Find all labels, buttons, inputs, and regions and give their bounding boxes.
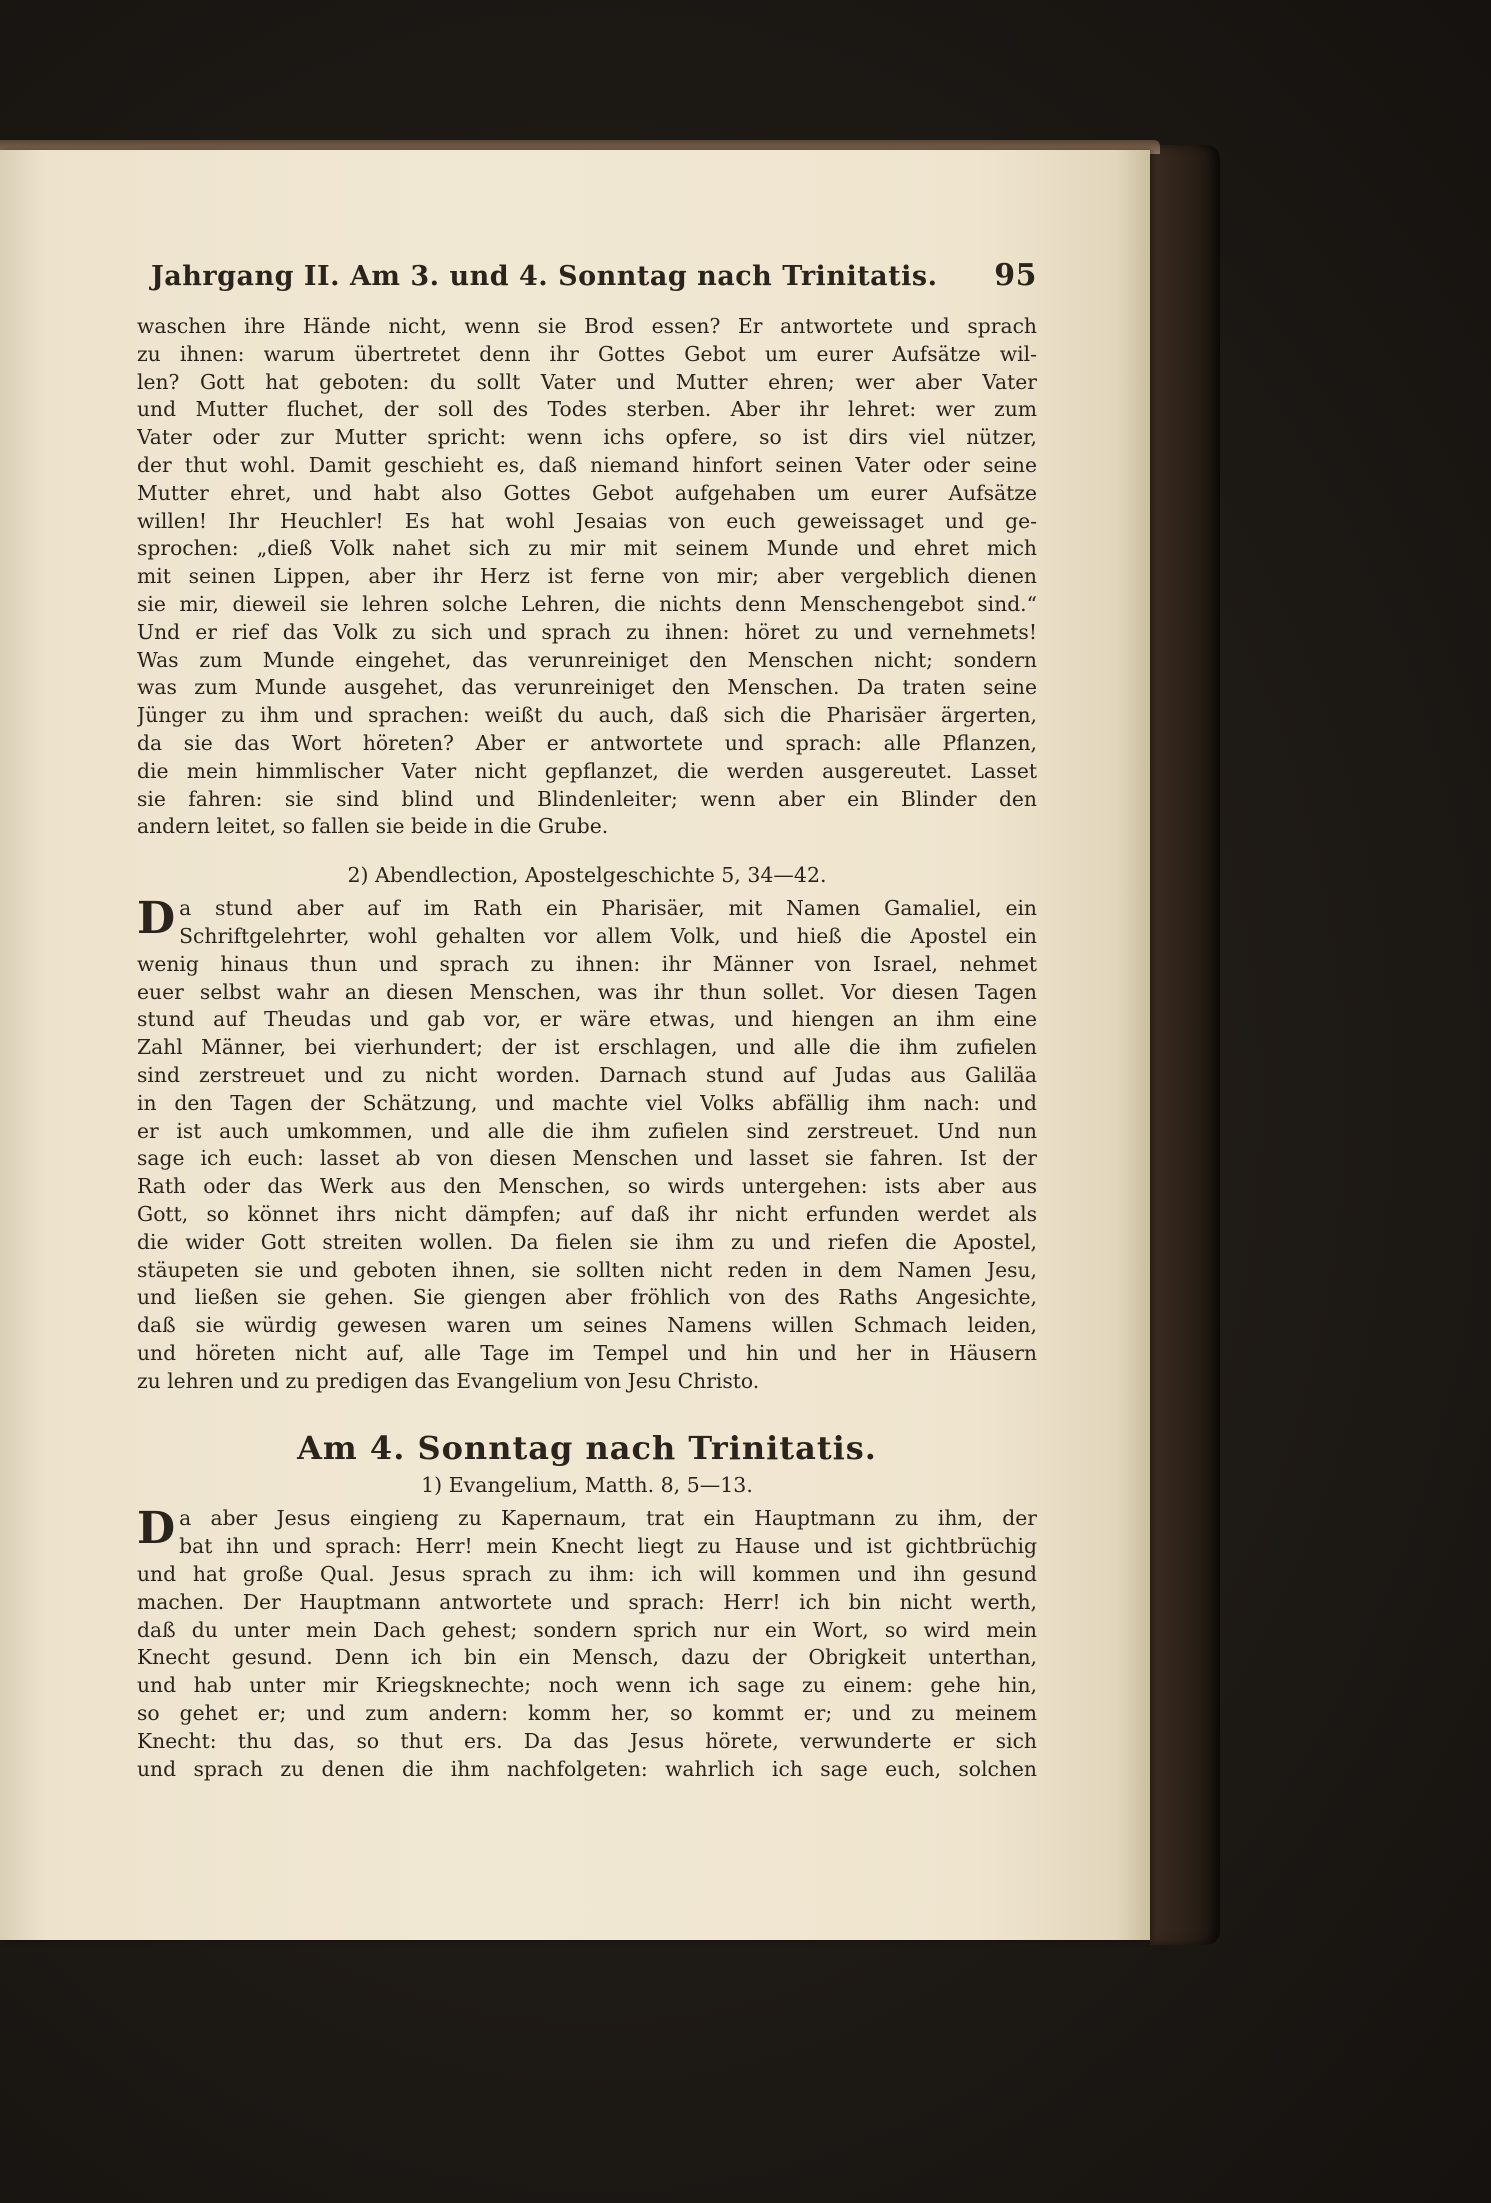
text-line: da sie das Wort höreten? Aber er antwortete und sprach: alle Pflanzen, — [137, 730, 1037, 755]
text-line: daß du unter mein Dach gehest; sondern sprich nur ein Wort, so wird mein — [137, 1617, 1037, 1642]
text-line: sind zerstreuet und zu nicht worden. Darnach stund auf Judas aus Galiläa — [137, 1062, 1037, 1087]
evening-lesson-heading: 2) Abendlection, Apostelgeschichte 5, 34—42. — [347, 863, 827, 888]
drop-cap: D — [137, 893, 176, 945]
book-cover-edge — [1150, 145, 1220, 1945]
running-title: Jahrgang II. Am 3. und 4. Sonntag nach Trinitatis. — [151, 261, 938, 292]
text-line: er ist auch umkommen, und alle die ihm zufielen sind zerstreuet. Und nun — [137, 1118, 1037, 1143]
text-line: der thut wohl. Damit geschieht es, daß niemand hinfort seinen Vater oder seine — [137, 452, 1037, 477]
text-line: a aber Jesus eingieng zu Kapernaum, trat ein Hauptmann zu ihm, der — [179, 1506, 1037, 1531]
text-line: die wider Gott streiten wollen. Da fielen sie ihm zu und riefen die Apostel, — [137, 1229, 1037, 1254]
drop-cap: D — [137, 1503, 176, 1555]
text-line: und ließen sie gehen. Sie giengen aber fröhlich von des Raths Angesichte, — [137, 1285, 1037, 1310]
text-line: mit seinen Lippen, aber ihr Herz ist ferne von mir; aber vergeblich dienen — [137, 564, 1037, 589]
text-line: was zum Munde ausgehet, das verunreiniget den Menschen. Da traten seine — [137, 675, 1037, 700]
text-line: Gott, so könnet ihrs nicht dämpfen; auf daß ihr nicht erfunden werdet als — [137, 1201, 1037, 1226]
text-line: a stund aber auf im Rath ein Pharisäer, mit Namen Gamaliel, ein — [179, 896, 1037, 921]
text-line: und Mutter fluchet, der soll des Todes sterben. Aber ihr lehret: wer zum — [137, 397, 1037, 422]
text-line: Knecht: thu das, so thut ers. Da das Jesus hörete, verwunderte er sich — [137, 1728, 1037, 1753]
text-line: sie mir, dieweil sie lehren solche Lehren, die nichts denn Menschengebot sind.“ — [137, 591, 1037, 616]
text-line: sage ich euch: lasset ab von diesen Menschen und lasset sie fahren. Ist der — [137, 1146, 1037, 1171]
text-line: und höreten nicht auf, alle Tage im Tempel und hin und her in Häusern — [137, 1340, 1037, 1365]
text-line: daß sie würdig gewesen waren um seines Namens willen Schmach leiden, — [137, 1313, 1037, 1338]
text-line: in den Tagen der Schätzung, und machte viel Volks abfällig ihm nach: und — [137, 1090, 1037, 1115]
gospel-continuation-text — [137, 313, 1037, 841]
text-line: zu lehren und zu predigen das Evangelium von Jesu Christo. — [137, 1368, 760, 1393]
text-line: und sprach zu denen die ihm nachfolgeten: wahrlich ich sage euch, solchen — [137, 1756, 1037, 1781]
text-line: Knecht gesund. Denn ich bin ein Mensch, dazu der Obrigkeit unterthan, — [137, 1645, 1037, 1670]
text-line: andern leitet, so fallen sie beide in die Grube. — [137, 814, 609, 839]
page-content — [137, 258, 1037, 1783]
text-line: Schriftgelehrter, wohl gehalten vor allem Volk, und hieß die Apostel ein — [179, 923, 1037, 948]
text-line: Zahl Männer, bei vierhundert; der ist erschlagen, und alle die ihm zufielen — [137, 1035, 1037, 1060]
gospel-text — [137, 1505, 1037, 1783]
text-line: und hab unter mir Kriegsknechte; noch wenn ich sage zu einem: gehe hin, — [137, 1673, 1037, 1698]
text-line: Mutter ehret, und habt also Gottes Gebot aufgehaben um eurer Aufsätze — [137, 480, 1037, 505]
text-line: machen. Der Hauptmann antwortete und sprach: Herr! ich bin nicht werth, — [137, 1589, 1037, 1614]
text-line: willen! Ihr Heuchler! Es hat wohl Jesaias von euch geweissaget und ge- — [137, 508, 1037, 533]
text-line: stund auf Theudas und gab vor, er wäre etwas, und hiengen an ihm eine — [137, 1007, 1037, 1032]
text-line: sie fahren: sie sind blind und Blindenleiter; wenn aber ein Blinder den — [137, 786, 1037, 811]
sunday-title: Am 4. Sonntag nach Trinitatis. — [297, 1429, 877, 1468]
text-line: so gehet er; und zum andern: komm her, so kommt er; und zu meinem — [137, 1701, 1037, 1726]
text-line: zu ihnen: warum übertretet denn ihr Gottes Gebot um eurer Aufsätze wil- — [137, 341, 1037, 366]
running-header — [151, 258, 1037, 293]
text-line: bat ihn und sprach: Herr! mein Knecht liegt zu Hause und ist gichtbrüchig — [179, 1534, 1037, 1559]
text-line: die mein himmlischer Vater nicht gepflanzet, die werden ausgereutet. Lasset — [137, 758, 1037, 783]
text-line: Was zum Munde eingehet, das verunreiniget den Menschen nicht; sondern — [137, 647, 1037, 672]
text-line: waschen ihre Hände nicht, wenn sie Brod essen? Er antwortete und sprach — [137, 314, 1037, 338]
text-line: len? Gott hat geboten: du sollt Vater und Mutter ehren; wer aber Vater — [137, 369, 1037, 394]
evening-lesson-text — [137, 895, 1037, 1395]
text-line: wenig hinaus thun und sprach zu ihnen: ihr Männer von Israel, nehmet — [137, 951, 1037, 976]
text-line: stäupeten sie und geboten ihnen, sie sollten nicht reden in dem Namen Jesu, — [137, 1257, 1037, 1282]
text-line: sprochen: „dieß Volk nahet sich zu mir mit seinem Munde und ehret mich — [137, 536, 1037, 561]
gospel-heading: 1) Evangelium, Matth. 8, 5—13. — [421, 1473, 753, 1498]
text-line: euer selbst wahr an diesen Menschen, was ihr thun sollet. Vor diesen Tagen — [137, 979, 1037, 1004]
page-number: 95 — [994, 258, 1037, 293]
text-line: und hat große Qual. Jesus sprach zu ihm: ich will kommen und ihn gesund — [137, 1562, 1037, 1587]
text-line: Vater oder zur Mutter spricht: wenn ichs opfere, so ist dirs viel nützer, — [137, 425, 1037, 450]
text-line: Und er rief das Volk zu sich und sprach zu ihnen: höret zu und vernehmets! — [137, 619, 1037, 644]
text-line: Rath oder das Werk aus den Menschen, so wirds untergehen: ists aber aus — [137, 1174, 1037, 1199]
text-line: Jünger zu ihm und sprachen: weißt du auch, daß sich die Pharisäer ärgerten, — [137, 703, 1037, 728]
